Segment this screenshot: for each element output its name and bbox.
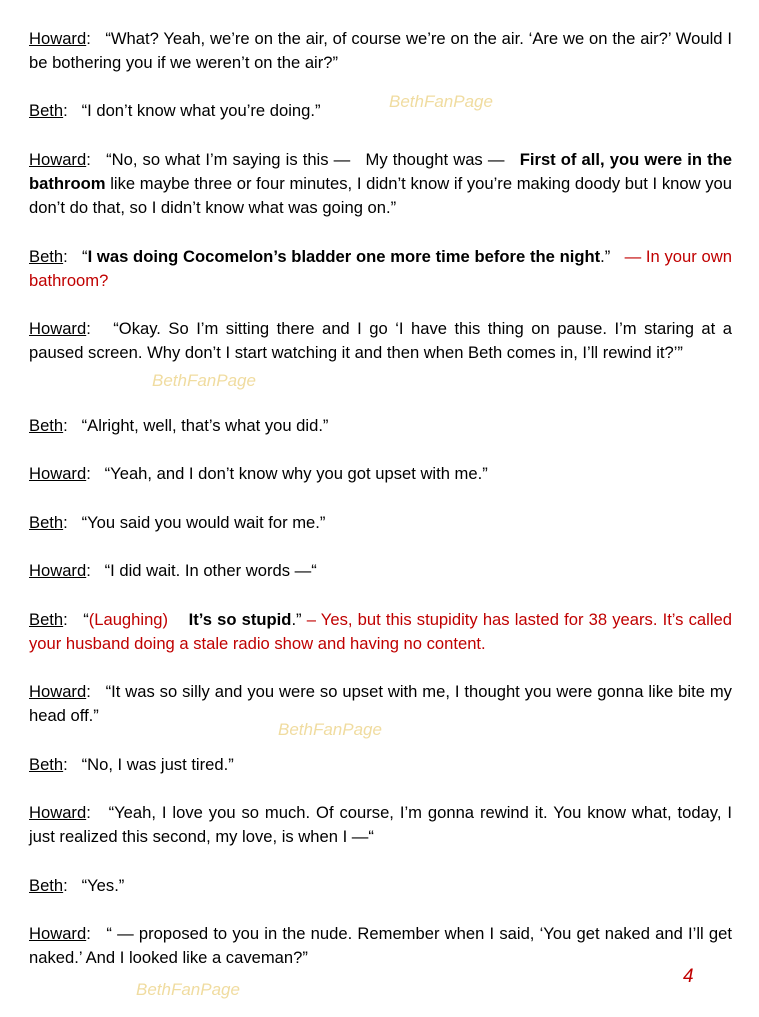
dialogue-bold-text: First of all, you were in the bathroom	[29, 150, 732, 194]
speaker-name: Howard	[29, 924, 87, 943]
speaker-name: Beth	[29, 247, 64, 266]
speaker-name: Beth	[29, 876, 64, 895]
dialogue-line-5: Howard: “Okay. So I’m sitting there and I go ‘I have this thing on pause. I’m staring at a paused screen. Why don’t I start watching it and then when Beth comes in, I’ll rewind it?’”	[29, 319, 732, 363]
annotation-comment: – Yes, but this stupidity has lasted for 38 years. It’s called your husband doing a stale radio show and having no content.	[29, 610, 732, 654]
speaker-name: Howard	[29, 682, 87, 701]
dialogue-line-11: Howard: “It was so silly and you were so upset with me, I thought you were gonna like bite my head off.”	[29, 682, 732, 726]
speaker-name: Beth	[29, 755, 64, 774]
dialogue-text: “You said you would wait for me.”	[81, 513, 326, 532]
dialogue-bold-text: It’s so stupid	[188, 610, 292, 629]
dialogue-text: like maybe three or four minutes, I didn’t know if you’re making doody but I know you don’t do that, so I didn’t know what was going on.”	[29, 174, 732, 218]
speaker-name: Howard	[29, 29, 87, 48]
watermark-text: BethFanPage	[136, 980, 240, 999]
speaker-name: Howard	[29, 561, 87, 580]
dialogue-text: “Yeah, and I don’t know why you got upset with me.”	[104, 464, 488, 483]
speaker-name: Beth	[29, 513, 64, 532]
dialogue-text: “ — proposed to you in the nude. Remember when I said, ‘You get naked and I’ll get naked.’ And I looked like a caveman?”	[29, 924, 732, 968]
dialogue-text: “No, so what I’m saying is this — My thought was —	[106, 150, 520, 169]
dialogue-line-13: Howard: “Yeah, I love you so much. Of course, I’m gonna rewind it. You know what, today, I just realized this second, my love, is when I —“	[29, 803, 732, 847]
speaker-name: Howard	[29, 319, 87, 338]
dialogue-text: “I did wait. In other words —“	[104, 561, 317, 580]
dialogue-line-2: Beth: “I don’t know what you’re doing.”	[29, 101, 321, 120]
speaker-name: Howard	[29, 803, 87, 822]
dialogue-line-3: Howard: “No, so what I’m saying is this — My thought was — First of all, you were in the bathroom like maybe three or four minutes, I didn’t know if you’re making doody but I know you don’t do that, so I didn’t know what was going on.”	[29, 150, 732, 218]
speaker-name: Howard	[29, 464, 87, 483]
dialogue-text: “It was so silly and you were so upset with me, I thought you were gonna like bite my head off.”	[29, 682, 732, 726]
dialogue-text: “Okay. So I’m sitting there and I go ‘I have this thing on pause. I’m staring at a paused screen. Why don’t I start watching it and then when Beth comes in, I’ll rewind it?’”	[29, 319, 732, 363]
dialogue-text: “Alright, well, that’s what you did.”	[81, 416, 329, 435]
dialogue-text: “Yes.”	[81, 876, 125, 895]
dialogue-bold-text: I was doing Cocomelon’s bladder one more time before the night	[87, 247, 601, 266]
laughing-note: (Laughing)	[88, 610, 169, 629]
dialogue-line-4: Beth: “I was doing Cocomelon’s bladder one more time before the night.” — In your own bathroom?	[29, 247, 732, 291]
dialogue-text: “I don’t know what you’re doing.”	[81, 101, 321, 120]
dialogue-line-7: Howard: “Yeah, and I don’t know why you got upset with me.”	[29, 464, 488, 483]
dialogue-line-12: Beth: “No, I was just tired.”	[29, 755, 234, 774]
dialogue-line-6: Beth: “Alright, well, that’s what you did.”	[29, 416, 329, 435]
watermark-text: BethFanPage	[389, 92, 493, 111]
dialogue-text: “No, I was just tired.”	[81, 755, 234, 774]
dialogue-line-15: Howard: “ — proposed to you in the nude. Remember when I said, ‘You get naked and I’ll get naked.’ And I looked like a caveman?”	[29, 924, 732, 968]
speaker-name: Howard	[29, 150, 87, 169]
watermark-text: BethFanPage	[278, 720, 382, 739]
speaker-name: Beth	[29, 610, 64, 629]
dialogue-line-14: Beth: “Yes.”	[29, 876, 125, 895]
watermark-text: BethFanPage	[152, 371, 256, 390]
annotation-comment: — In your own bathroom?	[29, 247, 732, 291]
speaker-name: Beth	[29, 416, 64, 435]
dialogue-text: “What? Yeah, we’re on the air, of course we’re on the air. ‘Are we on the air?’ Would I be bothering you if we weren’t on the air?”	[29, 29, 732, 73]
dialogue-line-9: Howard: “I did wait. In other words —“	[29, 561, 317, 580]
dialogue-text: “Yeah, I love you so much. Of course, I’m gonna rewind it. You know what, today, I just realized this second, my love, is when I —“	[29, 803, 732, 847]
page-number: 4	[683, 966, 694, 987]
dialogue-line-8: Beth: “You said you would wait for me.”	[29, 513, 326, 532]
speaker-name: Beth	[29, 101, 64, 120]
dialogue-line-10: Beth: “(Laughing) It’s so stupid.” – Yes, but this stupidity has lasted for 38 years. It’s called your husband doing a stale radio show and having no content.	[29, 610, 732, 654]
dialogue-line-1: Howard: “What? Yeah, we’re on the air, of course we’re on the air. ‘Are we on the air?’ Would I be bothering you if we weren’t on the air?”	[29, 29, 732, 73]
